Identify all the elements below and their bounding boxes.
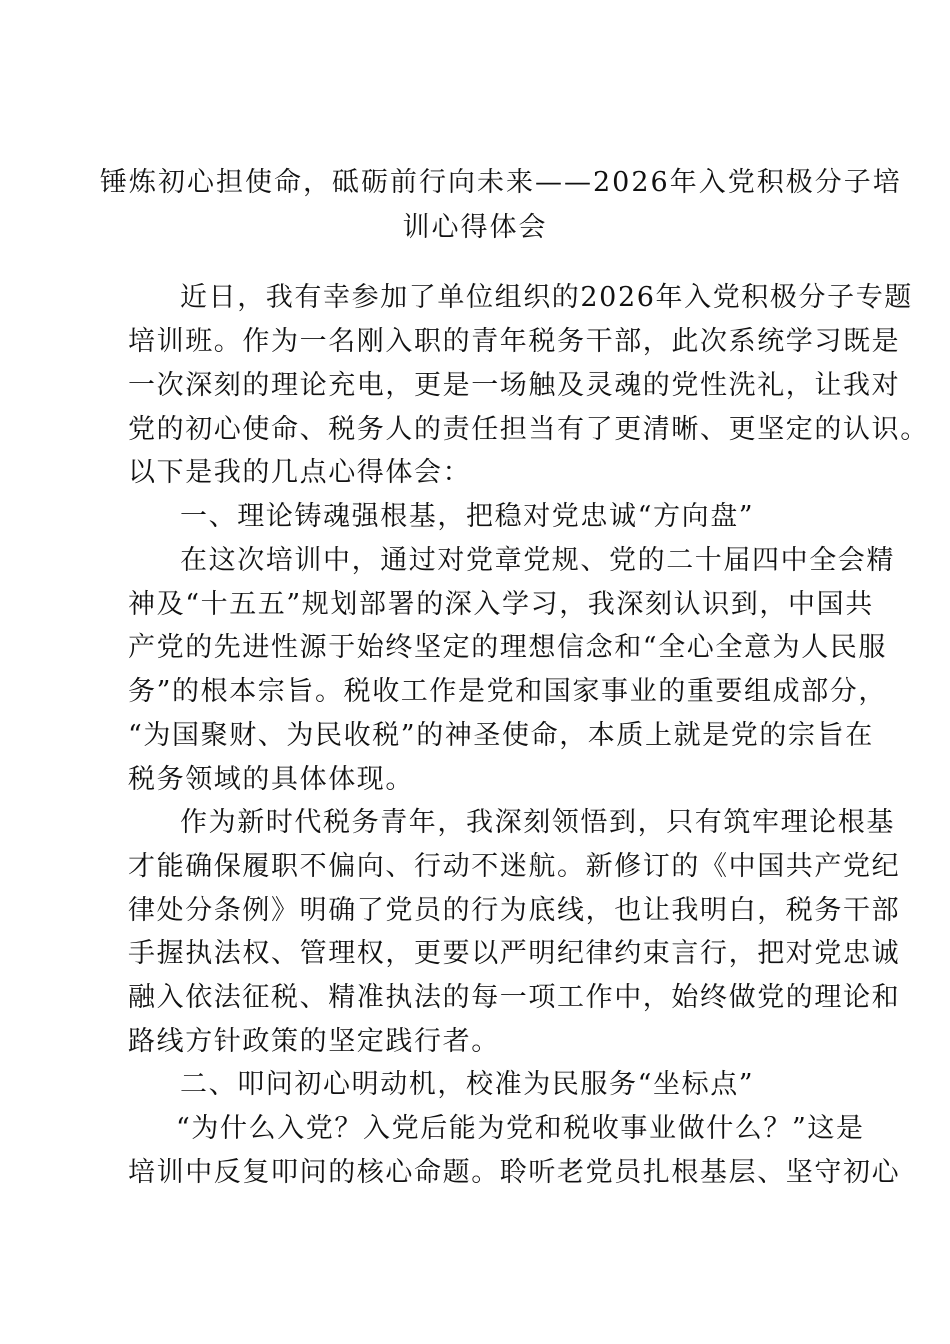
paragraph-line: 律处分条例》明确了党员的行为底线，也让我明白，税务干部: [128, 895, 901, 926]
paragraph-line: 在这次培训中，通过对党章党规、党的二十届四中全会精: [180, 545, 895, 576]
paragraph-line: 一次深刻的理论充电，更是一场触及灵魂的党性洗礼，让我对: [128, 370, 901, 401]
section-heading-2: 二、叩问初心明动机，校准为民服务“坐标点”: [180, 1069, 755, 1100]
paragraph-line: 才能确保履职不偏向、行动不迷航。新修订的《中国共产党纪: [128, 851, 901, 882]
section-heading-1: 一、理论铸魂强根基，把稳对党忠诚“方向盘”: [180, 501, 755, 532]
document-title-line-2: 训心得体会: [402, 212, 548, 243]
paragraph-line: 融入依法征税、精准执法的每一项工作中，始终做党的理论和: [128, 982, 901, 1013]
paragraph-line: 手握执法权、管理权，更要以严明纪律约束言行，把对党忠诚: [128, 938, 901, 969]
paragraph-line: 党的初心使命、税务人的责任担当有了更清晰、更坚定的认识。: [128, 414, 929, 445]
paragraph-line: 务”的根本宗旨。税收工作是党和国家事业的重要组成部分，: [128, 676, 888, 707]
paragraph-line: 培训班。作为一名刚入职的青年税务干部，此次系统学习既是: [128, 326, 901, 357]
paragraph-line: 近日，我有幸参加了单位组织的2026年入党积极分子专题: [180, 282, 913, 313]
paragraph-line: 产党的先进性源于始终坚定的理想信念和“全心全意为人民服: [128, 632, 888, 663]
paragraph-line: 培训中反复叩问的核心命题。聆听老党员扎根基层、坚守初心: [128, 1157, 901, 1188]
paragraph-line: “为什么入党？入党后能为党和税收事业做什么？”这是: [176, 1113, 865, 1144]
paragraph-line: “为国聚财、为民收税”的神圣使命，本质上就是党的宗旨在: [128, 720, 874, 751]
paragraph-line: 神及“十五五”规划部署的深入学习，我深刻认识到，中国共: [128, 589, 874, 620]
document-title-line-1: 锤炼初心担使命，砥砺前行向未来——2026年入党积极分子培: [100, 167, 902, 198]
paragraph-line: 路线方针政策的坚定践行者。: [128, 1026, 500, 1057]
paragraph-line: 税务领域的具体体现。: [128, 764, 414, 795]
paragraph-line: 以下是我的几点心得体会：: [128, 457, 472, 488]
paragraph-line: 作为新时代税务青年，我深刻领悟到，只有筑牢理论根基: [180, 807, 895, 838]
